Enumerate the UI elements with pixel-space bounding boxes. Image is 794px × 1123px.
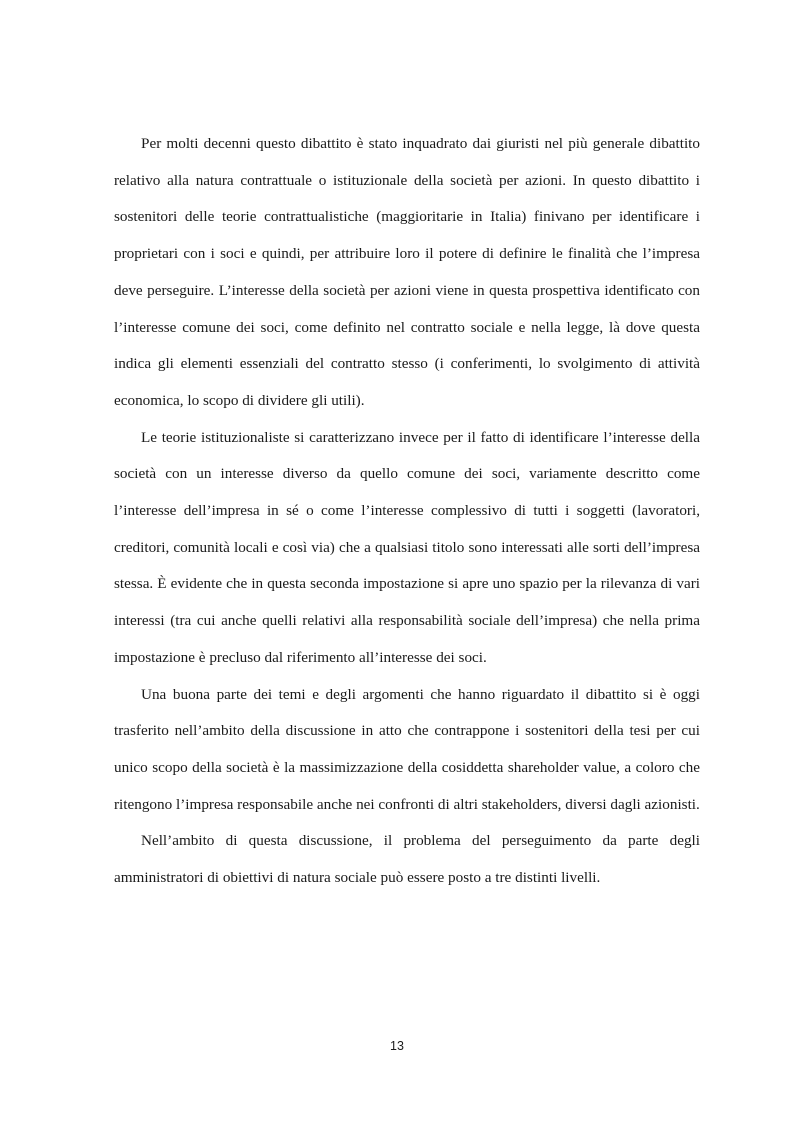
paragraph-4: Nell’ambito di questa discussione, il problema del perseguimento da parte degli amministratori di obiettivi di natura sociale può essere posto a tre distinti livelli. <box>114 832 700 887</box>
page-number: 13 <box>390 1039 404 1053</box>
paragraph-2: Le teorie istituzionaliste si caratterizzano invece per il fatto di identificare l’interesse della società con un interesse diverso da quello comune dei soci, variamente descritto come l’interesse dell’impresa in sé o come l’interesse complessivo di tutti i soggetti (lavoratori, creditori, comunità locali e così via) che a qualsiasi titolo sono interessati alle sorti dell’impresa stessa. È evidente che in questa seconda impostazione si apre uno spazio per la rilevanza di vari interessi (tra cui anche quelli relativi alla responsabilità sociale dell’impresa) che nella prima impostazione è precluso dal riferimento all’interesse dei soci. <box>114 428 700 666</box>
body-text <box>114 126 700 897</box>
paragraph-3: Una buona parte dei temi e degli argomenti che hanno riguardato il dibattito si è oggi trasferito nell’ambito della discussione in atto che contrappone i sostenitori della tesi per cui unico scopo della società è la massimizzazione della cosiddetta shareholder value, a coloro che ritengono l’impresa responsabile anche nei confronti di altri stakeholders, diversi dagli azionisti. <box>114 685 700 813</box>
paragraph-1: Per molti decenni questo dibattito è stato inquadrato dai giuristi nel più generale dibattito relativo alla natura contrattuale o istituzionale della società per azioni. In questo dibattito i sostenitori delle teorie contrattualistiche (maggioritarie in Italia) finivano per identificare i proprietari con i soci e quindi, per attribuire loro il potere di definire le finalità che l’impresa deve perseguire. L’interesse della società per azioni viene in questa prospettiva identificato con l’interesse comune dei soci, come definito nel contratto sociale e nella legge, là dove questa indica gli elementi essenziali del contratto stesso (i conferimenti, lo svolgimento di attività economica, lo scopo di dividere gli utili). <box>114 135 700 409</box>
